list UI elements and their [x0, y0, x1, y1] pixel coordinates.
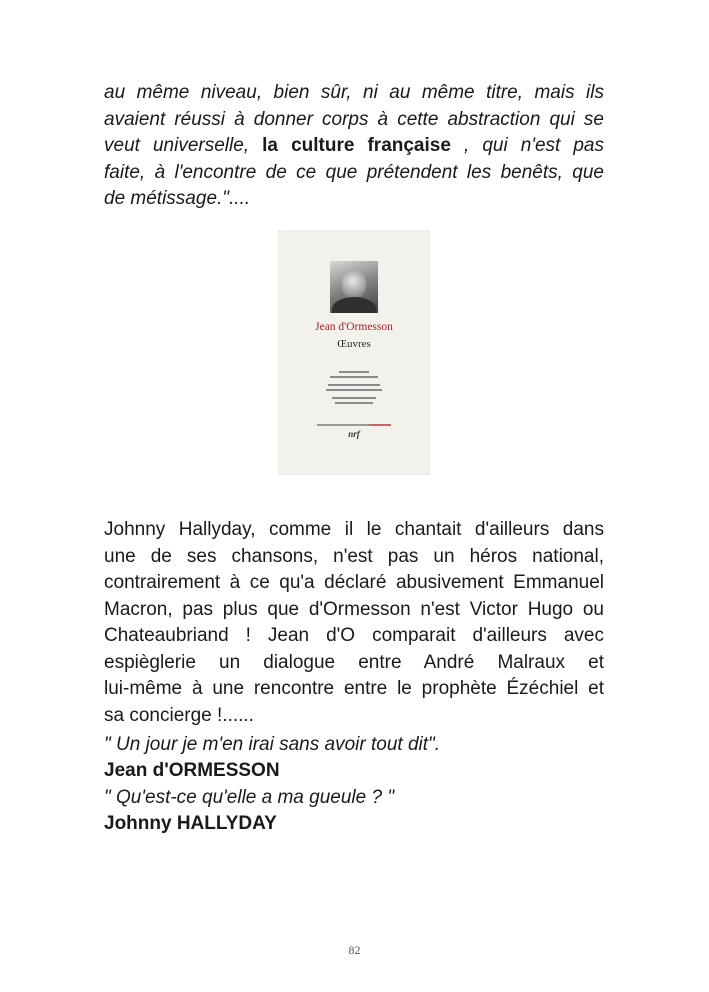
publisher-logo: nrf [348, 429, 360, 439]
cover-title: Œuvres [337, 338, 371, 350]
contents-line [326, 389, 382, 391]
page-number: 82 [348, 943, 361, 957]
quote-line [104, 133, 604, 160]
paragraph-line: Johnny Hallyday, comme il le chantait d'ailleurs dans [104, 519, 604, 540]
emphasis-text: la culture française [262, 135, 451, 156]
quote-text: veut universelle, [104, 135, 263, 156]
contents-line [330, 376, 378, 378]
quote-line: avaient réussi à donner corps à cette abstraction qui se [104, 108, 604, 130]
quote-line: de métissage.".... [104, 188, 251, 209]
author-portrait [330, 261, 378, 313]
contents-line [332, 397, 376, 399]
cover-author: Jean d'Ormesson [315, 321, 393, 333]
quote-text: , qui n'est pas [450, 135, 604, 156]
paragraph-line: une de ses chansons, n'est pas un héros national, [104, 545, 604, 567]
book-cover-image [279, 231, 429, 474]
contents-line [328, 384, 380, 386]
contents-line [339, 371, 369, 373]
citation-quote-hallyday: " Qu'est-ce qu'elle a ma gueule ? " [104, 787, 395, 808]
paragraph-line: lui-même à une rencontre entre le prophète Ézéchiel et [104, 678, 604, 699]
paragraph-line: Macron, pas plus que d'Ormesson n'est Victor Hugo ou [104, 598, 604, 620]
citation-author-ormesson: Jean d'ORMESSON [104, 760, 280, 781]
citation-author-hallyday: Johnny HALLYDAY [104, 813, 277, 834]
portrait-shoulders [332, 297, 376, 313]
paragraph-line: Chateaubriand ! Jean d'O comparait d'ailleurs avec [104, 625, 604, 646]
cover-contents-list [326, 371, 382, 407]
body-paragraph [104, 517, 604, 729]
quote-line: au même niveau, bien sûr, ni au même titre, mais ils [104, 82, 604, 103]
citation-quote-ormesson: " Un jour je m'en irai sans avoir tout dit". [104, 734, 441, 755]
contents-line [335, 402, 373, 404]
quote-passage [104, 80, 604, 213]
portrait-face [342, 269, 366, 299]
paragraph-line: contrairement à ce qu'a déclaré abusivement Emmanuel [104, 572, 604, 593]
quote-line: faite, à l'encontre de ce que prétendent les benêts, que [104, 161, 604, 183]
paragraph-line: sa concierge !...... [104, 704, 254, 726]
paragraph-line: espièglerie un dialogue entre André Malraux et [104, 651, 604, 673]
collection-line [317, 424, 391, 426]
